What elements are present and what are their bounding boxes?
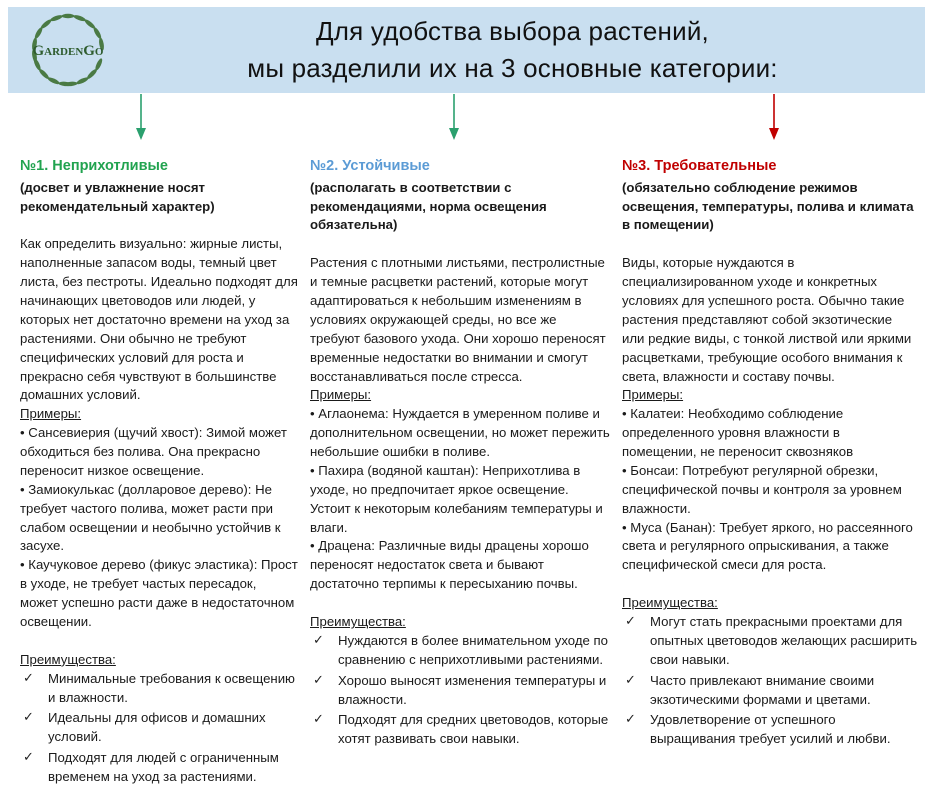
laurel-wreath-icon: [18, 8, 118, 92]
check-icon: ✓: [313, 712, 324, 728]
examples-list: [622, 405, 918, 575]
check-icon: ✓: [23, 670, 34, 686]
example-text: Каучуковое дерево (фикус эластика): Прост в уходе, не требует частых пересадок, может успешно расти даже в недостаточном освещении.: [20, 557, 298, 629]
advantage-item: [622, 672, 918, 710]
arrow-down-category3-icon: [767, 94, 781, 140]
advantage-text: Подходят для людей с ограниченным временем на уход за растениями.: [48, 750, 279, 785]
header-banner: [8, 7, 925, 93]
arrow-down-category1-icon: [134, 94, 148, 140]
example-text: Аглаонема: Нуждается в умеренном поливе и дополнительном освещении, но может пережить небольшие ошибки в поливе.: [310, 406, 610, 460]
page-title: [128, 13, 925, 87]
advantages-section: [310, 613, 610, 749]
category-subtitle: (обязательно соблюдение режимов освещения, температуры, полива и климата в помещении): [622, 179, 914, 233]
example-item: [310, 537, 610, 594]
example-item: [310, 405, 610, 462]
examples-label: Примеры:: [20, 406, 82, 422]
category-heading: №1. Неприхотливые: [20, 158, 168, 174]
gardengo-logo: [8, 7, 128, 93]
example-item: [310, 462, 610, 538]
advantage-item: [310, 711, 610, 749]
example-item: [20, 424, 298, 481]
examples-list: [20, 424, 298, 632]
category-column-3: [622, 156, 918, 789]
example-text: Пахира (водяной каштан): Неприхотлива в уходе, но предпочитает яркое освещение. Устоит к некоторым колебаниям температуры и влаги.: [310, 462, 603, 535]
example-item: [20, 556, 298, 632]
example-text: Драцена: Различные виды драцены хорошо переносят недостаток света и бывают достаточно терпимы к пересыханию почвы.: [310, 538, 589, 592]
check-icon: ✓: [313, 672, 324, 688]
advantage-text: Часто привлекают внимание своими экзотическими формами и цветами.: [650, 672, 875, 707]
example-text: Сансевиерия (щучий хвост): Зимой может обходиться без полива. Она прекрасно переносит низкое освещение.: [20, 425, 287, 478]
check-icon: ✓: [313, 632, 324, 648]
advantages-section: [622, 594, 918, 749]
bullet-icon: •: [20, 481, 25, 497]
advantages-section: [20, 651, 298, 787]
bullet-icon: •: [20, 557, 25, 573]
example-item: [622, 519, 918, 576]
logo-text: GardenGo: [32, 43, 104, 59]
bullet-icon: •: [622, 462, 627, 478]
examples-list: [310, 405, 610, 594]
check-icon: ✓: [625, 712, 636, 728]
bullet-icon: •: [20, 425, 25, 441]
bullet-icon: •: [310, 406, 315, 422]
advantage-item: [20, 749, 298, 787]
advantages-label: Преимущества:: [310, 614, 406, 630]
advantage-text: Идеальны для офисов и домашних условий.: [48, 710, 266, 745]
bullet-icon: •: [310, 538, 315, 554]
check-icon: ✓: [625, 614, 636, 630]
advantages-label: Преимущества:: [20, 651, 116, 667]
category-description: Виды, которые нуждаются в специализированном уходе и конкретных условиях для успешного роста. Обычно такие растения представляют собой экзотические или редкие виды, с тонкой листвой или яркими расцветками, требующие особого внимания к света, влажности и составу почвы.: [622, 255, 912, 384]
example-text: Муса (Банан): Требует яркого, но рассеянного света и регулярного опрыскивания, а также специфической смеси для роста.: [622, 519, 913, 573]
example-item: [20, 481, 298, 557]
category-description: Растения с плотными листьями, пестролистные и темные расцветки растений, которые могут адаптироваться к небольшим изменениям в условиях окружающей среды, но все же требуют базового ухода. Они хорошо переносят временные недостатки во внимании и смогут восстанавливаться после стресса.: [310, 255, 606, 384]
category-subtitle: (досвет и увлажнение носят рекомендательный характер): [20, 179, 215, 214]
advantage-text: Удовлетворение от успешного выращивания требует усилий и любви.: [650, 712, 891, 747]
advantage-item: [310, 632, 610, 670]
example-item: [622, 405, 918, 462]
check-icon: ✓: [23, 750, 34, 766]
example-text: Калатеи: Необходимо соблюдение определенного уровня влажности в помещении, не переносит сквозняков: [622, 406, 854, 460]
example-text: Замиокулькас (долларовое дерево): Не требует частого полива, может расти при слабом освещении и необычно устойчив к засухе.: [20, 481, 281, 554]
category-column-2: [310, 156, 610, 789]
advantage-text: Могут стать прекрасными проектами для опытных цветоводов желающих расширить свои навыки.: [650, 614, 918, 667]
advantage-item: [20, 670, 298, 708]
check-icon: ✓: [23, 710, 34, 726]
examples-label: Примеры:: [310, 387, 372, 403]
advantage-text: Нуждаются в более внимательном уходе по сравнению с неприхотливыми растениями.: [338, 632, 609, 667]
advantage-text: Минимальные требования к освещению и влажности.: [48, 670, 295, 705]
category-subtitle: (располагать в соответствии с рекомендациями, норма освещения обязательна): [310, 179, 547, 233]
advantage-item: [622, 711, 918, 749]
examples-label: Примеры:: [622, 387, 684, 403]
category-column-1: [20, 156, 298, 789]
advantage-item: [622, 613, 918, 670]
category-heading: №2. Устойчивые: [310, 158, 430, 174]
example-text: Бонсаи: Потребуют регулярной обрезки, специфической почвы и контроля за уровнем влажности.: [622, 462, 902, 516]
advantage-text: Подходят для средних цветоводов, которые хотят развивать свои навыки.: [338, 712, 609, 747]
bullet-icon: •: [310, 462, 315, 478]
category-description: Как определить визуально: жирные листы, наполненные запасом воды, темный цвет листа, без пестроты. Идеально подходят для начинающих цветоводов или людей, у которых нет достаточно времени на уход за растениями. Они обычно не требуют специфических условий для роста и прекрасно себя чувствуют в большинстве домашних условий.: [20, 236, 298, 403]
advantage-text: Хорошо выносят изменения температуры и влажности.: [338, 672, 607, 707]
arrow-down-category2-icon: [447, 94, 461, 140]
check-icon: ✓: [625, 672, 636, 688]
bullet-icon: •: [622, 519, 627, 535]
categories-container: [20, 156, 918, 789]
example-item: [622, 462, 918, 519]
category-heading: №3. Требовательные: [622, 158, 777, 174]
advantages-label: Преимущества:: [622, 595, 718, 611]
title-line-1: Для удобства выбора растений,: [316, 16, 709, 46]
title-line-2: мы разделили их на 3 основные категории:: [247, 53, 778, 83]
bullet-icon: •: [622, 406, 627, 422]
advantage-item: [310, 672, 610, 710]
advantage-item: [20, 709, 298, 747]
